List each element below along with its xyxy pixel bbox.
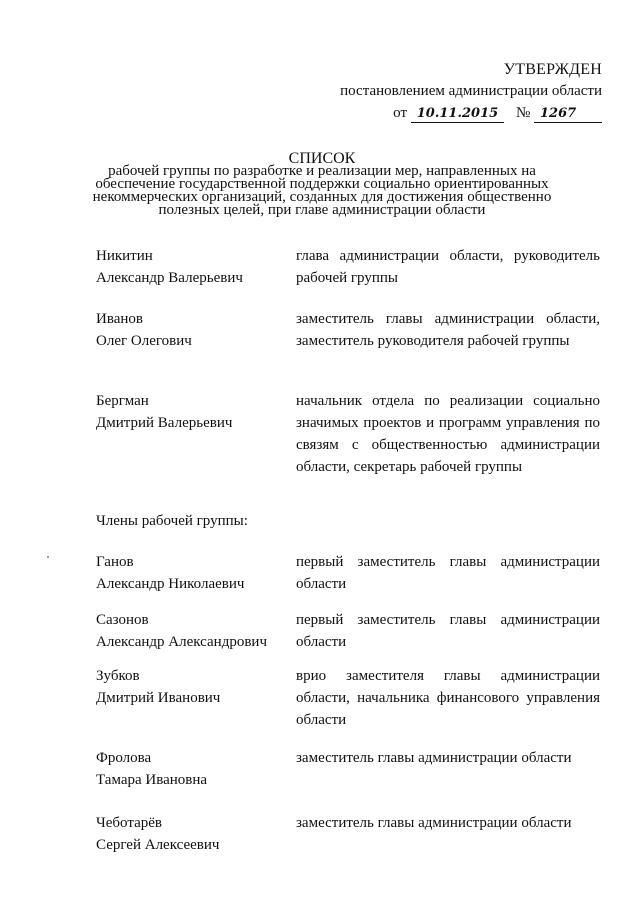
number-prefix: № bbox=[515, 105, 531, 121]
member-position: первый заместитель главы администрации области bbox=[296, 612, 600, 650]
member-position: первый заместитель главы администрации области bbox=[296, 554, 600, 592]
member-given-name: Дмитрий Иванович bbox=[96, 690, 221, 706]
member-given-name: Александр Валерьевич bbox=[96, 270, 243, 286]
member-name bbox=[96, 551, 292, 595]
member-surname: Чеботарёв bbox=[96, 815, 162, 831]
subtitle-line: полезных целей, при главе администрации области bbox=[158, 202, 486, 218]
approval-date: 10.11.2015 bbox=[411, 106, 504, 123]
member-name bbox=[96, 812, 292, 856]
member-surname: Сазонов bbox=[96, 612, 149, 628]
member-name bbox=[96, 390, 292, 434]
approval-subheading: постановлением администрации области bbox=[340, 83, 602, 99]
member-name bbox=[96, 245, 292, 289]
approval-heading: УТВЕРЖДЕН bbox=[503, 61, 602, 78]
member-surname: Иванов bbox=[96, 311, 143, 327]
subtitle-line: некоммерческих организаций, созданных для достижения общественно bbox=[92, 189, 552, 205]
member-position: врио заместителя главы администрации области, начальника финансового управления области bbox=[296, 668, 600, 728]
approval-block bbox=[302, 60, 602, 123]
document-title: СПИСОК bbox=[288, 150, 356, 167]
member-name bbox=[96, 308, 292, 352]
approval-reference bbox=[302, 103, 602, 123]
member-given-name: Дмитрий Валерьевич bbox=[96, 415, 233, 431]
member-position: заместитель главы администрации области, заместитель руководителя рабочей группы bbox=[296, 311, 600, 349]
member-position: глава администрации области, руководитель рабочей группы bbox=[296, 248, 600, 286]
member-name bbox=[96, 747, 292, 791]
scan-speck bbox=[47, 556, 49, 558]
member-surname: Ганов bbox=[96, 554, 134, 570]
member-surname: Зубков bbox=[96, 668, 140, 684]
member-position: заместитель главы администрации области bbox=[296, 750, 572, 766]
subtitle-line: рабочей группы по разработке и реализации мер, направленных на bbox=[108, 163, 536, 179]
member-given-name: Александр Александрович bbox=[96, 634, 267, 650]
member-given-name: Сергей Алексеевич bbox=[96, 837, 220, 853]
member-given-name: Тамара Ивановна bbox=[96, 772, 208, 788]
member-surname: Фролова bbox=[96, 750, 152, 766]
member-given-name: Олег Олегович bbox=[96, 333, 192, 349]
member-name bbox=[96, 665, 292, 709]
approval-number: 1267 bbox=[534, 106, 602, 123]
member-surname: Никитин bbox=[96, 248, 153, 264]
member-position: начальник отдела по реализации социально значимых проектов и программ управления по связям с общественностью администрации области, секретарь рабочей группы bbox=[296, 393, 600, 475]
member-given-name: Александр Николаевич bbox=[96, 576, 245, 592]
subtitle-line: обеспечение государственной поддержки социально ориентированных bbox=[95, 176, 549, 192]
members-heading: Члены рабочей группы: bbox=[96, 513, 248, 529]
member-name bbox=[96, 609, 292, 653]
date-prefix: от bbox=[393, 105, 408, 121]
member-position: заместитель главы администрации области bbox=[296, 815, 572, 831]
member-surname: Бергман bbox=[96, 393, 149, 409]
document-subtitle bbox=[92, 165, 552, 217]
